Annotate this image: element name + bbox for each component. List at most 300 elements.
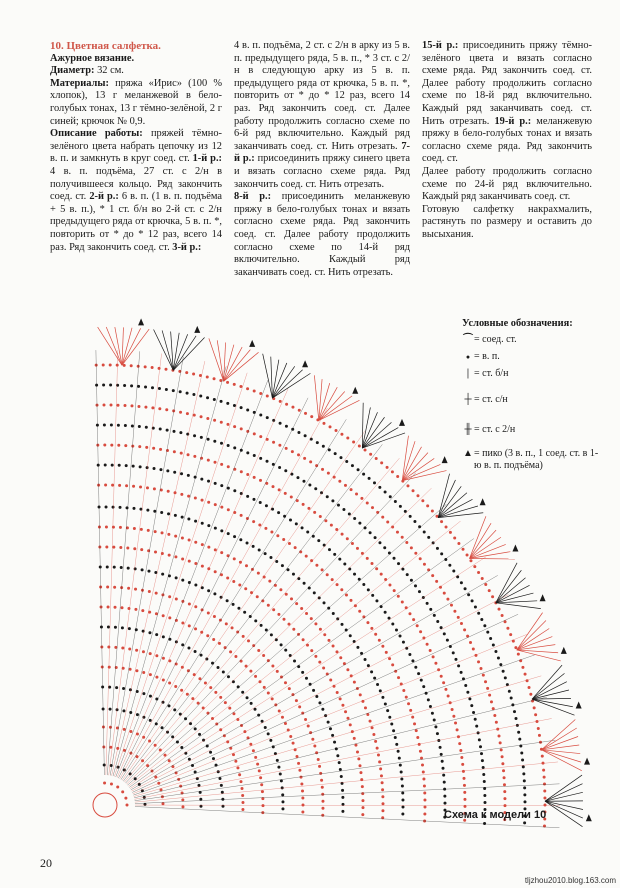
chain-stitch-dot bbox=[406, 573, 409, 576]
chain-stitch-dot bbox=[179, 390, 182, 393]
chain-stitch-dot bbox=[264, 527, 267, 530]
chain-stitch-dot bbox=[253, 454, 256, 457]
chain-stitch-dot bbox=[349, 634, 352, 637]
chain-stitch-dot bbox=[361, 806, 364, 809]
chain-stitch-dot bbox=[400, 771, 403, 774]
chain-stitch-dot bbox=[304, 718, 307, 721]
chain-stitch-dot bbox=[129, 730, 132, 733]
chain-stitch-dot bbox=[162, 678, 165, 681]
chain-stitch-dot bbox=[384, 611, 387, 614]
chain-stitch-dot bbox=[162, 657, 165, 660]
chain-stitch-dot bbox=[180, 689, 183, 692]
chain-stitch-dot bbox=[443, 592, 446, 595]
fan-stitch bbox=[402, 453, 428, 481]
chain-stitch-dot bbox=[353, 681, 356, 684]
chain-stitch-dot bbox=[366, 501, 369, 504]
stitch-line bbox=[121, 419, 346, 779]
chain-stitch-dot bbox=[336, 583, 339, 586]
chain-stitch-dot bbox=[259, 501, 262, 504]
chain-stitch-dot bbox=[367, 588, 370, 591]
chain-stitch-dot bbox=[232, 580, 235, 583]
chain-stitch-dot bbox=[408, 653, 411, 656]
chain-stitch-dot bbox=[298, 769, 301, 772]
chain-stitch-dot bbox=[141, 568, 144, 571]
chain-stitch-dot bbox=[416, 494, 419, 497]
chain-stitch-dot bbox=[330, 524, 333, 527]
chain-stitch-dot bbox=[302, 638, 305, 641]
chain-stitch-dot bbox=[158, 407, 161, 410]
chain-stitch-dot bbox=[433, 614, 436, 617]
fan-stitch bbox=[402, 464, 440, 480]
chain-stitch-dot bbox=[383, 546, 386, 549]
chain-stitch-dot bbox=[259, 776, 262, 779]
chain-stitch-dot bbox=[517, 731, 520, 734]
chain-stitch-dot bbox=[257, 572, 260, 575]
chain-stitch-dot bbox=[310, 617, 313, 620]
chain-stitch-dot bbox=[149, 673, 152, 676]
chain-stitch-dot bbox=[175, 576, 178, 579]
chain-stitch-dot bbox=[501, 614, 504, 617]
chain-stitch-dot bbox=[228, 707, 231, 710]
description-text: пряжей тёмно-зелёного цвета набрать цепочку из 12 в. п. и замкнуть в круг соед. ст. bbox=[50, 128, 222, 165]
chain-stitch-dot bbox=[126, 547, 129, 550]
chain-stitch-dot bbox=[175, 597, 178, 600]
fan-stitch bbox=[496, 570, 522, 603]
chain-stitch-dot bbox=[452, 570, 455, 573]
chain-stitch-dot bbox=[364, 658, 367, 661]
chain-stitch-dot bbox=[194, 605, 197, 608]
chain-stitch-dot bbox=[103, 444, 106, 447]
chain-stitch-dot bbox=[374, 740, 377, 743]
chain-stitch-dot bbox=[187, 647, 190, 650]
chain-stitch-dot bbox=[482, 674, 485, 677]
chain-stitch-icon: ● bbox=[465, 353, 471, 361]
chain-stitch-dot bbox=[261, 804, 264, 807]
chain-stitch-dot bbox=[388, 584, 391, 587]
chain-stitch-dot bbox=[151, 406, 154, 409]
picot-icon bbox=[480, 498, 486, 505]
chain-stitch-dot bbox=[128, 647, 131, 650]
chain-stitch-dot bbox=[331, 578, 334, 581]
treble-crochet-icon: ╫ bbox=[464, 424, 472, 435]
chain-stitch-dot bbox=[433, 719, 436, 722]
chain-stitch-dot bbox=[153, 510, 156, 513]
chain-stitch-dot bbox=[121, 626, 124, 629]
chain-stitch-dot bbox=[244, 587, 247, 590]
chain-stitch-dot bbox=[423, 791, 426, 794]
chain-stitch-dot bbox=[321, 786, 324, 789]
chain-stitch-dot bbox=[469, 559, 472, 562]
chain-stitch-dot bbox=[384, 491, 387, 494]
chain-stitch-dot bbox=[358, 764, 361, 767]
chain-stitch-dot bbox=[506, 627, 509, 630]
row-15-label: 15-й р.: bbox=[422, 40, 459, 51]
chain-stitch-dot bbox=[241, 794, 244, 797]
chain-stitch-dot bbox=[471, 599, 474, 602]
chain-stitch-dot bbox=[102, 364, 105, 367]
chain-stitch-dot bbox=[220, 529, 223, 532]
fan-stitch bbox=[402, 436, 408, 481]
chain-stitch-dot bbox=[173, 708, 176, 711]
chain-stitch-dot bbox=[534, 713, 537, 716]
chain-stitch-dot bbox=[224, 701, 227, 704]
chain-stitch-dot bbox=[123, 404, 126, 407]
chain-stitch-dot bbox=[328, 548, 331, 551]
chain-stitch-dot bbox=[401, 812, 404, 815]
chain-stitch-dot bbox=[329, 679, 332, 682]
chain-stitch-dot bbox=[297, 431, 300, 434]
chain-stitch-dot bbox=[308, 483, 311, 486]
chain-stitch-dot bbox=[234, 760, 237, 763]
chain-stitch-dot bbox=[503, 776, 506, 779]
chain-stitch-dot bbox=[452, 651, 455, 654]
chain-stitch-dot bbox=[218, 777, 221, 780]
chain-stitch-dot bbox=[486, 631, 489, 634]
text-column-2 bbox=[234, 40, 410, 279]
chain-stitch-dot bbox=[118, 464, 121, 467]
chain-stitch-dot bbox=[271, 664, 274, 667]
chain-stitch-dot bbox=[427, 536, 430, 539]
fan-stitch bbox=[532, 665, 562, 699]
chain-stitch-dot bbox=[361, 792, 364, 795]
chain-stitch-dot bbox=[198, 677, 201, 680]
chain-stitch-dot bbox=[106, 586, 109, 589]
chain-stitch-dot bbox=[220, 784, 223, 787]
chain-stitch-dot bbox=[155, 676, 158, 679]
chain-stitch-dot bbox=[350, 488, 353, 491]
chain-stitch-dot bbox=[484, 583, 487, 586]
fan-stitch bbox=[438, 513, 483, 518]
chain-stitch-dot bbox=[341, 623, 344, 626]
chain-stitch-dot bbox=[149, 695, 152, 698]
chain-stitch-dot bbox=[321, 793, 324, 796]
chain-stitch-dot bbox=[119, 546, 122, 549]
chain-stitch-dot bbox=[277, 511, 280, 514]
chain-stitch-dot bbox=[214, 527, 217, 530]
chain-stitch-dot bbox=[227, 465, 230, 468]
chain-stitch-dot bbox=[257, 649, 260, 652]
chain-stitch-dot bbox=[339, 697, 342, 700]
chain-stitch-dot bbox=[388, 657, 391, 660]
picot-icon bbox=[442, 456, 448, 463]
chain-stitch-dot bbox=[463, 784, 466, 787]
chain-stitch-dot bbox=[284, 722, 287, 725]
chain-stitch-dot bbox=[474, 606, 477, 609]
chain-stitch-dot bbox=[238, 773, 241, 776]
chain-stitch-dot bbox=[339, 456, 342, 459]
chain-stitch-dot bbox=[179, 411, 182, 414]
fan-stitch bbox=[319, 396, 352, 421]
chain-stitch-dot bbox=[161, 802, 164, 805]
chain-stitch-dot bbox=[227, 487, 230, 490]
chain-stitch-dot bbox=[521, 758, 524, 761]
chain-stitch-dot bbox=[207, 438, 210, 441]
chain-stitch-dot bbox=[212, 638, 215, 641]
chain-stitch-dot bbox=[317, 758, 320, 761]
chain-stitch-dot bbox=[137, 385, 140, 388]
fan-stitch bbox=[469, 516, 485, 558]
chain-stitch-dot bbox=[364, 449, 367, 452]
chain-stitch-dot bbox=[141, 609, 144, 612]
chain-stitch-dot bbox=[319, 515, 322, 518]
chain-stitch-dot bbox=[166, 469, 169, 472]
chain-stitch-dot bbox=[543, 783, 546, 786]
chain-stitch-dot bbox=[107, 626, 110, 629]
chain-stitch-dot bbox=[307, 725, 310, 728]
chain-stitch-dot bbox=[520, 751, 523, 754]
chain-stitch-dot bbox=[376, 683, 379, 686]
chain-stitch-dot bbox=[326, 495, 329, 498]
chain-stitch-dot bbox=[398, 757, 401, 760]
chain-stitch-dot bbox=[412, 489, 415, 492]
fan-stitch bbox=[319, 387, 337, 420]
chain-stitch-dot bbox=[348, 512, 351, 515]
chain-stitch-dot bbox=[168, 759, 171, 762]
chain-stitch-dot bbox=[370, 670, 373, 673]
chain-stitch-dot bbox=[458, 742, 461, 745]
chain-stitch-dot bbox=[523, 793, 526, 796]
chain-stitch-dot bbox=[292, 628, 295, 631]
chain-stitch-dot bbox=[417, 672, 420, 675]
chain-stitch-dot bbox=[243, 611, 246, 614]
chain-stitch-dot bbox=[272, 441, 275, 444]
chain-stitch-dot bbox=[112, 526, 115, 529]
chain-stitch-dot bbox=[401, 600, 404, 603]
chain-stitch-dot bbox=[272, 485, 275, 488]
chain-stitch-dot bbox=[140, 528, 143, 531]
chain-stitch-dot bbox=[543, 797, 546, 800]
chain-stitch-dot bbox=[180, 452, 183, 455]
chain-stitch-dot bbox=[341, 810, 344, 813]
chain-stitch-dot bbox=[334, 452, 337, 455]
chain-stitch-dot bbox=[122, 687, 125, 690]
chain-stitch-dot bbox=[393, 557, 396, 560]
chain-stitch-dot bbox=[278, 709, 281, 712]
chain-stitch-dot bbox=[132, 485, 135, 488]
chain-stitch-dot bbox=[281, 564, 284, 567]
chain-stitch-dot bbox=[399, 764, 402, 767]
chain-stitch-dot bbox=[281, 716, 284, 719]
chain-stitch-dot bbox=[381, 809, 384, 812]
chain-stitch-dot bbox=[414, 666, 417, 669]
chain-stitch-dot bbox=[480, 752, 483, 755]
chain-stitch-dot bbox=[127, 587, 130, 590]
chain-stitch-dot bbox=[470, 704, 473, 707]
fan-stitch bbox=[224, 350, 251, 382]
chain-stitch-dot bbox=[440, 520, 443, 523]
chain-stitch-dot bbox=[401, 536, 404, 539]
legend-item-tr bbox=[462, 424, 612, 436]
chain-stitch-dot bbox=[416, 624, 419, 627]
chain-stitch-dot bbox=[396, 475, 399, 478]
chain-stitch-dot bbox=[375, 599, 378, 602]
chain-stitch-dot bbox=[392, 729, 395, 732]
chain-stitch-dot bbox=[278, 466, 281, 469]
chain-stitch-dot bbox=[187, 453, 190, 456]
chain-stitch-dot bbox=[346, 537, 349, 540]
chain-stitch-dot bbox=[457, 542, 460, 545]
chain-stitch-dot bbox=[242, 635, 245, 638]
chain-stitch-dot bbox=[207, 459, 210, 462]
chain-stitch-dot bbox=[423, 812, 426, 815]
chain-stitch-dot bbox=[232, 603, 235, 606]
chain-stitch-dot bbox=[134, 567, 137, 570]
stitch-line bbox=[132, 614, 518, 792]
fan-stitch bbox=[438, 474, 449, 518]
chain-stitch-dot bbox=[237, 607, 240, 610]
chain-stitch-dot bbox=[320, 779, 323, 782]
chain-stitch-dot bbox=[226, 423, 229, 426]
chain-stitch-dot bbox=[391, 622, 394, 625]
chain-stitch-dot bbox=[310, 649, 313, 652]
chain-stitch-dot bbox=[457, 664, 460, 667]
source-url: tljzhou2010.blog.163.com bbox=[524, 876, 616, 885]
picot-icon bbox=[576, 702, 582, 709]
chain-stitch-dot bbox=[319, 628, 322, 631]
chain-stitch-dot bbox=[460, 581, 463, 584]
row-2-label: 2-й р.: bbox=[89, 191, 119, 203]
chain-stitch-dot bbox=[357, 468, 360, 471]
chain-stitch-dot bbox=[543, 790, 546, 793]
chain-stitch-dot bbox=[162, 614, 165, 617]
chain-stitch-dot bbox=[132, 465, 135, 468]
chain-stitch-dot bbox=[477, 660, 480, 663]
chain-stitch-dot bbox=[466, 553, 469, 556]
chain-stitch-dot bbox=[296, 476, 299, 479]
chain-stitch-dot bbox=[381, 645, 384, 648]
fan-stitch bbox=[314, 375, 318, 420]
chain-stitch-dot bbox=[501, 762, 504, 765]
chain-stitch-dot bbox=[295, 602, 298, 605]
chain-stitch-dot bbox=[395, 743, 398, 746]
chain-stitch-dot bbox=[442, 767, 445, 770]
chain-stitch-dot bbox=[109, 726, 112, 729]
chain-stitch-dot bbox=[457, 616, 460, 619]
chain-stitch-dot bbox=[301, 671, 304, 674]
chain-stitch-dot bbox=[270, 633, 273, 636]
chain-stitch-dot bbox=[369, 453, 372, 456]
chain-stitch-dot bbox=[364, 706, 367, 709]
chain-stitch-dot bbox=[503, 790, 506, 793]
chain-stitch-dot bbox=[218, 642, 221, 645]
chain-stitch-dot bbox=[514, 717, 517, 720]
chain-stitch-dot bbox=[226, 599, 229, 602]
chain-stitch-dot bbox=[463, 628, 466, 631]
picot-icon bbox=[302, 360, 308, 367]
chain-stitch-dot bbox=[194, 541, 197, 544]
chain-stitch-dot bbox=[544, 804, 547, 807]
chain-stitch-dot bbox=[171, 735, 174, 738]
materials-label: Материалы: bbox=[50, 77, 109, 89]
chain-stitch-dot bbox=[158, 387, 161, 390]
chain-stitch-dot bbox=[419, 557, 422, 560]
fan-stitch bbox=[362, 433, 405, 448]
chain-stitch-dot bbox=[107, 606, 110, 609]
chain-stitch-dot bbox=[233, 383, 236, 386]
row-2-text: 6 в. п. (1 в. п. подъёма + 5 в. п.), * 1 ст. б/н во 2-й ст. с 2/н предыдущего ряда от крючка, 5 в. п. *, повторить от * до * 12 раз, всего 14 раз. Ряд закончить соед. ст. bbox=[50, 191, 223, 253]
chain-stitch-dot bbox=[268, 580, 271, 583]
chain-stitch-dot bbox=[408, 612, 411, 615]
chain-stitch-dot bbox=[181, 579, 184, 582]
fan-stitch bbox=[517, 621, 546, 650]
chain-stitch-dot bbox=[440, 626, 443, 629]
chain-stitch-dot bbox=[106, 566, 109, 569]
chain-stitch-dot bbox=[472, 711, 475, 714]
chain-stitch-dot bbox=[145, 446, 148, 449]
chain-stitch-dot bbox=[333, 553, 336, 556]
chain-stitch-dot bbox=[110, 424, 113, 427]
chain-stitch-dot bbox=[233, 446, 236, 449]
chain-stitch-dot bbox=[233, 425, 236, 428]
chain-stitch-dot bbox=[128, 627, 131, 630]
chain-stitch-dot bbox=[227, 675, 230, 678]
chain-stitch-dot bbox=[301, 811, 304, 814]
fan-stitch bbox=[545, 801, 583, 818]
stitch-line bbox=[132, 595, 509, 792]
chain-stitch-dot bbox=[498, 608, 501, 611]
chain-stitch-dot bbox=[109, 364, 112, 367]
chain-stitch-dot bbox=[290, 495, 293, 498]
chain-stitch-dot bbox=[380, 573, 383, 576]
chain-stitch-dot bbox=[298, 409, 301, 412]
diameter-label: Диаметр: bbox=[50, 65, 95, 77]
chain-stitch-dot bbox=[313, 591, 316, 594]
chain-stitch-dot bbox=[267, 604, 270, 607]
chain-stitch-dot bbox=[253, 432, 256, 435]
chain-stitch-dot bbox=[429, 649, 432, 652]
chain-stitch-dot bbox=[137, 365, 140, 368]
chain-stitch-dot bbox=[256, 595, 259, 598]
chain-stitch-dot bbox=[501, 755, 504, 758]
chain-stitch-dot bbox=[467, 593, 470, 596]
row-7-text: присоединить пряжу синего цвета и вязать согласно схеме ряда. Ряд закончить соед. ст. Нить отрезать. bbox=[234, 153, 410, 190]
chain-stitch-dot bbox=[353, 517, 356, 520]
chain-stitch-dot bbox=[194, 497, 197, 500]
chain-stitch-dot bbox=[343, 562, 346, 565]
chain-stitch-dot bbox=[378, 541, 381, 544]
chain-stitch-dot bbox=[249, 743, 252, 746]
chain-stitch-dot bbox=[295, 755, 298, 758]
chain-stitch-dot bbox=[252, 545, 255, 548]
chain-stitch-dot bbox=[266, 460, 269, 463]
chain-stitch-dot bbox=[410, 579, 413, 582]
chain-stitch-dot bbox=[247, 639, 250, 642]
chain-stitch-dot bbox=[436, 732, 439, 735]
chain-stitch-dot bbox=[166, 429, 169, 432]
chain-stitch-dot bbox=[360, 497, 363, 500]
chain-stitch-dot bbox=[427, 698, 430, 701]
chain-stitch-dot bbox=[415, 729, 418, 732]
chain-stitch-dot bbox=[369, 720, 372, 723]
chain-stitch-dot bbox=[454, 722, 457, 725]
fan-stitch bbox=[438, 506, 478, 518]
chain-stitch-dot bbox=[103, 404, 106, 407]
chain-stitch-dot bbox=[483, 794, 486, 797]
stitch-line bbox=[106, 350, 118, 775]
chain-stitch-dot bbox=[260, 624, 263, 627]
chain-stitch-dot bbox=[161, 726, 164, 729]
row-3-text: 4 в. п. подъёма, 2 ст. с 2/н в арку из 5 в. п. предыдущего ряда, 5 в. п., * 3 ст. с 2/н в следующую арку из 5 в. п. предыдущего ряда от крючка, 5 в. п. *, повторить от * до * 12 раз, всего 14 раз. Ряд закончить соед. ст. Далее работу продолжить согласно схеме по 6-й ряд включительно. Каждый ряд заканчивать соед. ст. Нить отрезать. bbox=[234, 40, 410, 152]
chain-stitch-dot bbox=[329, 727, 332, 730]
chain-stitch-dot bbox=[378, 486, 381, 489]
chain-stitch-dot bbox=[115, 686, 118, 689]
chain-stitch-dot bbox=[524, 673, 527, 676]
chain-stitch-dot bbox=[159, 428, 162, 431]
chain-stitch-dot bbox=[110, 444, 113, 447]
chain-stitch-dot bbox=[279, 400, 282, 403]
chain-stitch-dot bbox=[276, 670, 279, 673]
chain-stitch-dot bbox=[356, 646, 359, 649]
